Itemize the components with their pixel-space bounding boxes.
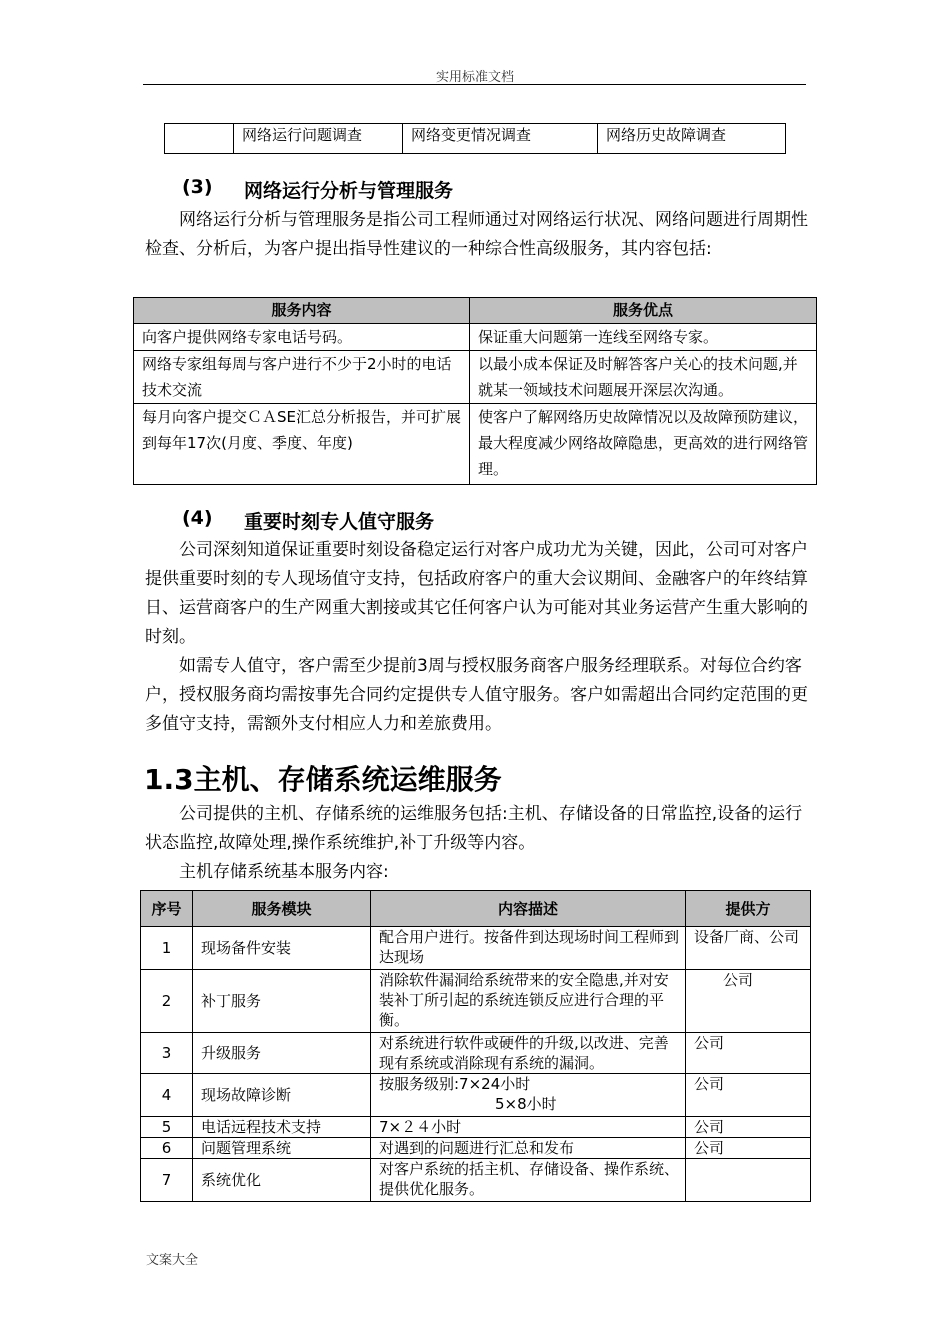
section13-body xyxy=(145,800,810,887)
table-cell: 网络运行问题调查 xyxy=(234,124,403,154)
row-number: 6 xyxy=(141,1138,193,1159)
service-module: 问题管理系统 xyxy=(193,1138,371,1159)
table-cell: 网络专家组每周与客户进行不少于2小时的电话技术交流 xyxy=(134,351,470,404)
paragraph-text: 公司提供的主机、存储系统的运维服务包括:主机、存储设备的日常监控,设备的运行状态监控,故障处理,操作系统维护,补丁升级等内容。 xyxy=(145,804,803,853)
paragraph-text: 公司深刻知道保证重要时刻设备稳定运行对客户成功尤为关键，因此，公司可对客户提供重要时刻的专人现场值守支持，包括政府客户的重大会议期间、金融客户的年终结算日、运营商客户的生产网重大割接或其它任何客户认为可能对其业务运营产生重大影响的时刻。 xyxy=(145,540,808,647)
section4-heading: 重要时刻专人值守服务 xyxy=(244,511,435,533)
column-header: 服务优点 xyxy=(470,298,817,324)
service-module: 升级服务 xyxy=(193,1033,371,1074)
service-description: 对客户系统的括主机、存储设备、操作系统、提供优化服务。 xyxy=(371,1159,686,1202)
service-description xyxy=(371,1074,686,1117)
table-cell: 使客户了解网络历史故障情况以及故障预防建议，最大程度减少网络故障隐患，更高效的进行网络管理。 xyxy=(470,404,817,485)
service-description-line: 5×8小时 xyxy=(495,1095,557,1113)
service-provider xyxy=(686,1159,811,1202)
top-survey-table xyxy=(164,123,786,154)
section3-paragraph xyxy=(145,206,810,264)
table-row xyxy=(141,1074,811,1117)
column-header: 服务内容 xyxy=(134,298,470,324)
service-module: 电话远程技术支持 xyxy=(193,1117,371,1138)
column-header: 服务模块 xyxy=(193,891,371,927)
row-number: 5 xyxy=(141,1117,193,1138)
table-row xyxy=(141,1138,811,1159)
paragraph-text: 网络运行分析与管理服务是指公司工程师通过对网络运行状况、网络问题进行周期性检查、分析后，为客户提出指导性建议的一种综合性高级服务，其内容包括: xyxy=(145,210,808,259)
table-header-row xyxy=(134,298,817,324)
table-row xyxy=(141,1117,811,1138)
service-provider: 公司 xyxy=(686,1033,811,1074)
service-description: 对遇到的问题进行汇总和发布 xyxy=(371,1138,686,1159)
page-header-title: 实用标准文档 xyxy=(435,70,514,85)
service-description-line: 按服务级别:7×24小时 xyxy=(379,1075,531,1093)
column-header: 提供方 xyxy=(686,891,811,927)
row-number: 7 xyxy=(141,1159,193,1202)
table-row xyxy=(134,404,817,485)
service-module: 补丁服务 xyxy=(193,970,371,1033)
section4-number: (4) xyxy=(182,507,213,529)
section3-heading: 网络运行分析与管理服务 xyxy=(244,180,454,202)
service-description: 配合用户进行。按备件到达现场时间工程师到达现场 xyxy=(371,927,686,970)
section3-number: (3) xyxy=(182,176,213,198)
table-cell: 网络变更情况调查 xyxy=(403,124,598,154)
service-provider: 公司 xyxy=(686,1138,811,1159)
service-provider: 公司 xyxy=(686,970,811,1033)
service-module: 现场故障诊断 xyxy=(193,1074,371,1117)
table-row xyxy=(141,927,811,970)
table-header-row xyxy=(141,891,811,927)
row-number: 3 xyxy=(141,1033,193,1074)
storage-service-table xyxy=(140,890,811,1202)
table-cell xyxy=(165,124,234,154)
table-cell: 网络历史故障调查 xyxy=(598,124,786,154)
network-analysis-table xyxy=(133,297,817,485)
page-footer-text: 文案大全 xyxy=(146,1253,199,1268)
column-header: 序号 xyxy=(141,891,193,927)
table-row xyxy=(141,970,811,1033)
row-number: 2 xyxy=(141,970,193,1033)
paragraph-text: 如需专人值守，客户需至少提前3周与授权服务商客户服务经理联系。对每位合约客户，授权服务商均需按事先合同约定提供专人值守服务。客户如需超出合同约定范围的更多值守支持，需额外支付相应人力和差旅费用。 xyxy=(145,656,808,734)
row-number: 4 xyxy=(141,1074,193,1117)
table-row xyxy=(134,324,817,351)
service-provider: 公司 xyxy=(686,1117,811,1138)
section13-heading: 1.3主机、存储系统运维服务 xyxy=(144,763,502,796)
table-cell: 保证重大问题第一连线至网络专家。 xyxy=(470,324,817,351)
table-cell: 以最小成本保证及时解答客户关心的技术问题,并就某一领域技术问题展开深层次沟通。 xyxy=(470,351,817,404)
table-row xyxy=(134,351,817,404)
header-divider xyxy=(143,84,806,85)
table-cell: 向客户提供网络专家电话号码。 xyxy=(134,324,470,351)
service-provider: 公司 xyxy=(686,1074,811,1117)
column-header: 内容描述 xyxy=(371,891,686,927)
table-row xyxy=(141,1033,811,1074)
table-row xyxy=(165,124,786,154)
service-description: 7×２４小时 xyxy=(371,1117,686,1138)
row-number: 1 xyxy=(141,927,193,970)
table-caption: 主机存储系统基本服务内容: xyxy=(179,862,389,882)
table-cell: 每月向客户提交ＣＡSE汇总分析报告，并可扩展到每年17次(月度、季度、年度) xyxy=(134,404,470,485)
service-description: 消除软件漏洞给系统带来的安全隐患,并对安装补丁所引起的系统连锁反应进行合理的平衡。 xyxy=(371,970,686,1033)
section4-body xyxy=(145,536,810,739)
service-description: 对系统进行软件或硬件的升级,以改进、完善现有系统或消除现有系统的漏洞。 xyxy=(371,1033,686,1074)
service-module: 系统优化 xyxy=(193,1159,371,1202)
service-module: 现场备件安装 xyxy=(193,927,371,970)
table-row xyxy=(141,1159,811,1202)
service-provider: 设备厂商、公司 xyxy=(686,927,811,970)
